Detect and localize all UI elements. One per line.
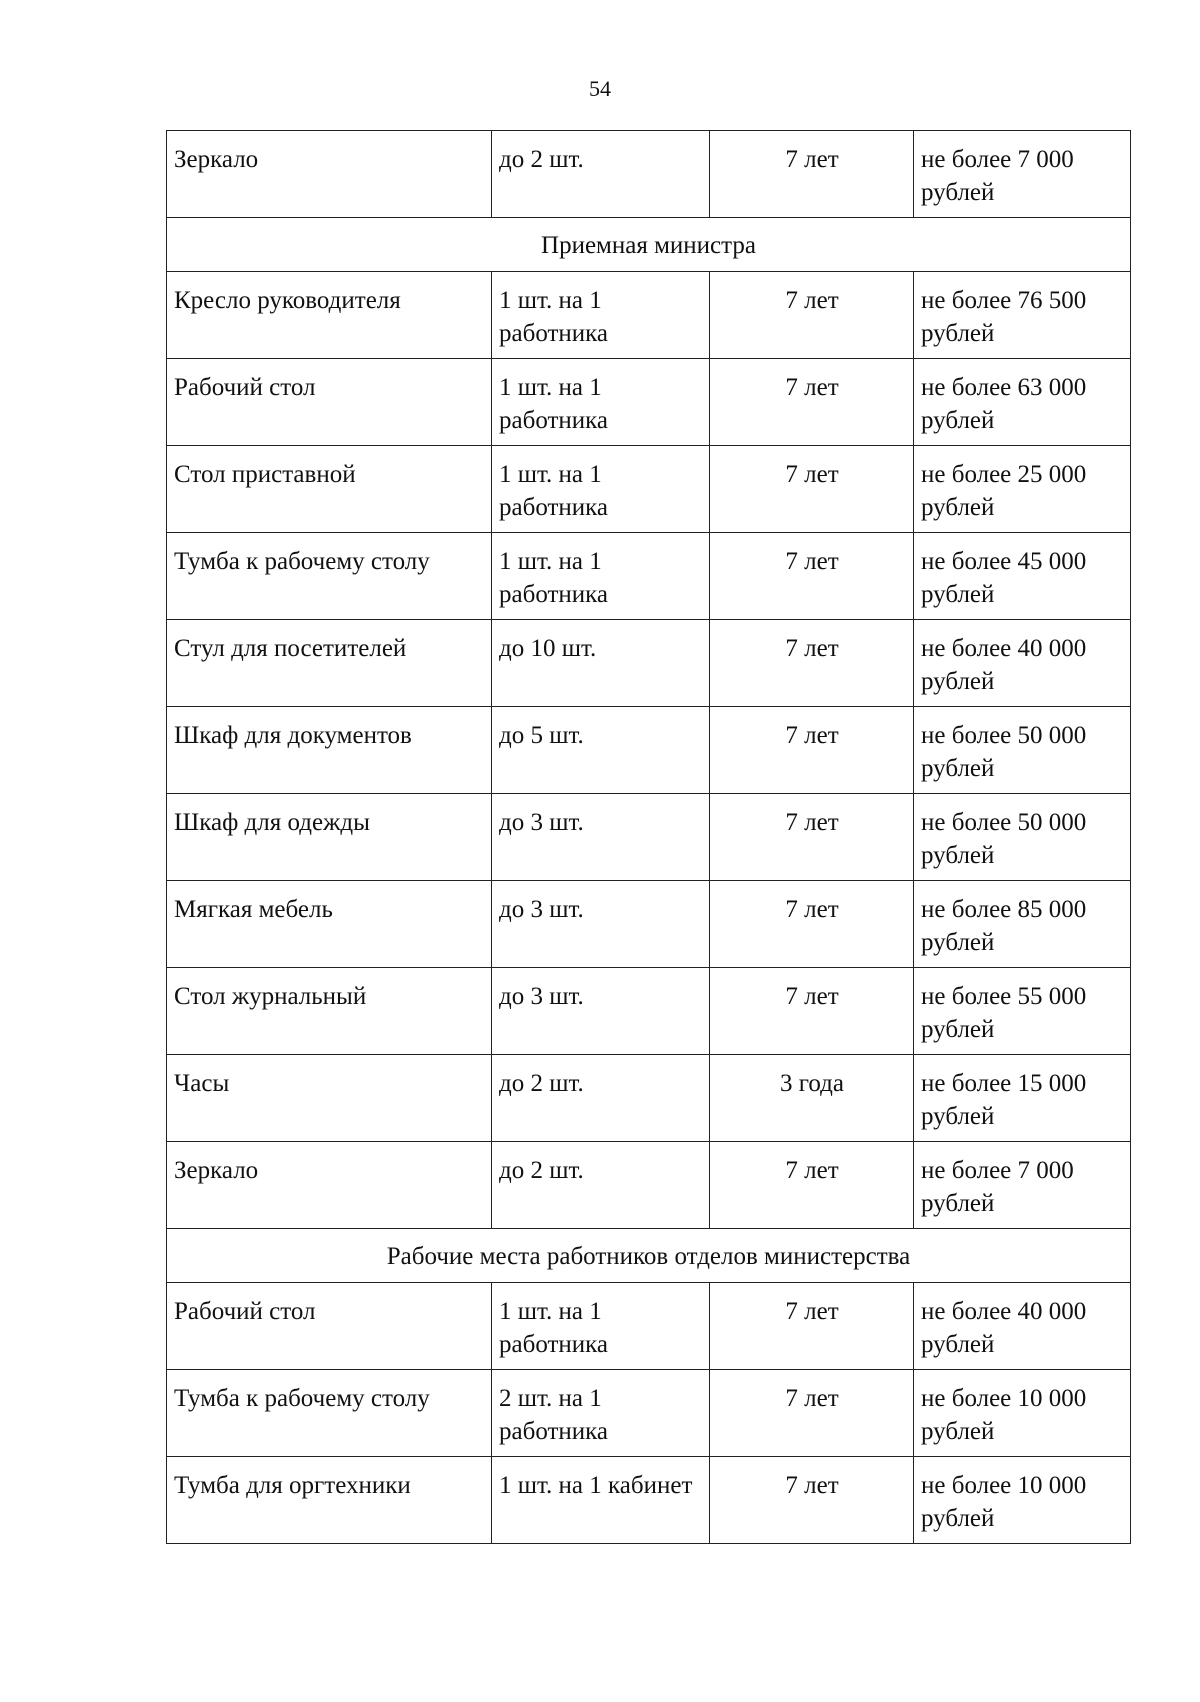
item-name-cell: Шкаф для одежды [167, 794, 492, 881]
table-row [167, 533, 1131, 620]
quantity-cell: до 3 шт. [492, 968, 710, 1055]
service-term-cell: 7 лет [710, 794, 914, 881]
price-cell: не более 50 000 рублей [914, 707, 1131, 794]
price-cell: не более 76 500 рублей [914, 272, 1131, 359]
service-term-cell: 7 лет [710, 620, 914, 707]
quantity-cell: 2 шт. на 1 работника [492, 1370, 710, 1457]
service-term-cell: 3 года [710, 1055, 914, 1142]
service-term-cell: 7 лет [710, 1370, 914, 1457]
table-row [167, 968, 1131, 1055]
service-term-cell: 7 лет [710, 533, 914, 620]
price-cell: не более 63 000 рублей [914, 359, 1131, 446]
table-row [167, 446, 1131, 533]
price-cell: не более 55 000 рублей [914, 968, 1131, 1055]
service-term-cell: 7 лет [710, 1142, 914, 1229]
service-term-cell: 7 лет [710, 446, 914, 533]
quantity-cell: 1 шт. на 1 работника [492, 533, 710, 620]
item-name-cell: Шкаф для документов [167, 707, 492, 794]
service-term-cell: 7 лет [710, 881, 914, 968]
section-title: Приемная министра [167, 218, 1131, 272]
item-name-cell: Тумба для оргтехники [167, 1457, 492, 1544]
table-row [167, 794, 1131, 881]
quantity-cell: до 3 шт. [492, 881, 710, 968]
item-name-cell: Часы [167, 1055, 492, 1142]
quantity-cell: 1 шт. на 1 кабинет [492, 1457, 710, 1544]
furniture-norms-table [166, 130, 1131, 1544]
item-name-cell: Стул для посетителей [167, 620, 492, 707]
price-cell: не более 85 000 рублей [914, 881, 1131, 968]
item-name-cell: Зеркало [167, 1142, 492, 1229]
table-row [167, 1055, 1131, 1142]
price-cell: не более 10 000 рублей [914, 1370, 1131, 1457]
table-row [167, 1283, 1131, 1370]
item-name-cell: Мягкая мебель [167, 881, 492, 968]
table-row [167, 1142, 1131, 1229]
table-row [167, 272, 1131, 359]
item-name-cell: Стол приставной [167, 446, 492, 533]
price-cell: не более 50 000 рублей [914, 794, 1131, 881]
price-cell: не более 25 000 рублей [914, 446, 1131, 533]
table-row [167, 1457, 1131, 1544]
table-body [167, 131, 1131, 1544]
item-name-cell: Стол журнальный [167, 968, 492, 1055]
quantity-cell: до 3 шт. [492, 794, 710, 881]
quantity-cell: 1 шт. на 1 работника [492, 272, 710, 359]
section-title: Рабочие места работников отделов министерства [167, 1229, 1131, 1283]
price-cell: не более 7 000 рублей [914, 131, 1131, 218]
service-term-cell: 7 лет [710, 1457, 914, 1544]
quantity-cell: до 2 шт. [492, 131, 710, 218]
quantity-cell: 1 шт. на 1 работника [492, 1283, 710, 1370]
item-name-cell: Кресло руководителя [167, 272, 492, 359]
table-row [167, 707, 1131, 794]
section-header-row [167, 1229, 1131, 1283]
price-cell: не более 40 000 рублей [914, 1283, 1131, 1370]
service-term-cell: 7 лет [710, 968, 914, 1055]
table-row [167, 131, 1131, 218]
service-term-cell: 7 лет [710, 272, 914, 359]
table-row [167, 620, 1131, 707]
quantity-cell: до 2 шт. [492, 1142, 710, 1229]
item-name-cell: Рабочий стол [167, 1283, 492, 1370]
section-header-row [167, 218, 1131, 272]
service-term-cell: 7 лет [710, 359, 914, 446]
price-cell: не более 40 000 рублей [914, 620, 1131, 707]
quantity-cell: до 2 шт. [492, 1055, 710, 1142]
price-cell: не более 45 000 рублей [914, 533, 1131, 620]
table-row [167, 881, 1131, 968]
service-term-cell: 7 лет [710, 707, 914, 794]
price-cell: не более 15 000 рублей [914, 1055, 1131, 1142]
price-cell: не более 10 000 рублей [914, 1457, 1131, 1544]
item-name-cell: Тумба к рабочему столу [167, 533, 492, 620]
quantity-cell: 1 шт. на 1 работника [492, 446, 710, 533]
quantity-cell: до 10 шт. [492, 620, 710, 707]
service-term-cell: 7 лет [710, 131, 914, 218]
page-number: 54 [589, 76, 611, 101]
price-cell: не более 7 000 рублей [914, 1142, 1131, 1229]
item-name-cell: Тумба к рабочему столу [167, 1370, 492, 1457]
item-name-cell: Зеркало [167, 131, 492, 218]
quantity-cell: 1 шт. на 1 работника [492, 359, 710, 446]
table-row [167, 359, 1131, 446]
quantity-cell: до 5 шт. [492, 707, 710, 794]
table-row [167, 1370, 1131, 1457]
item-name-cell: Рабочий стол [167, 359, 492, 446]
service-term-cell: 7 лет [710, 1283, 914, 1370]
